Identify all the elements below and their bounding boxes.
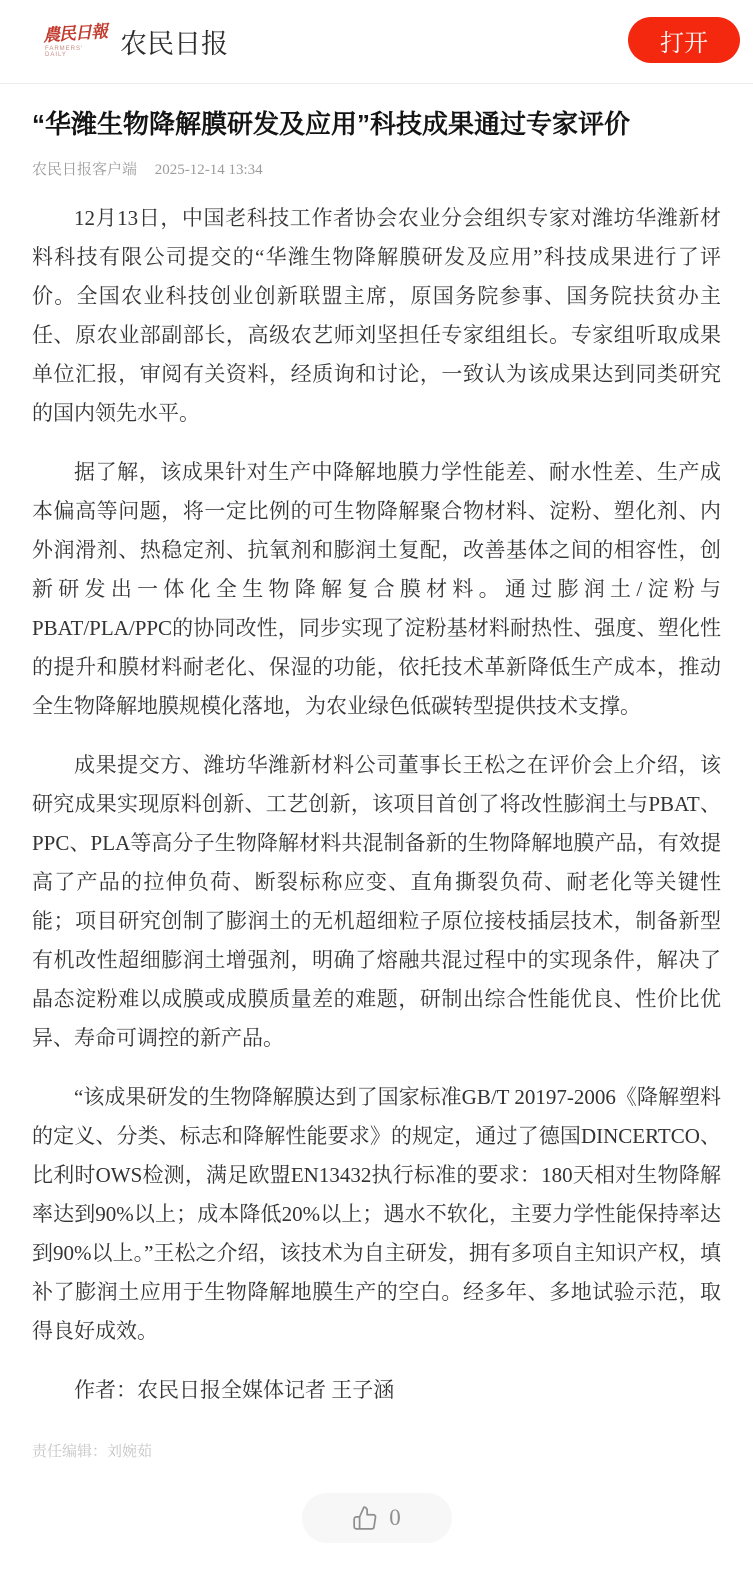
- like-button[interactable]: [302, 1493, 452, 1543]
- like-count: 0: [389, 1504, 401, 1530]
- app-name: 农民日报: [120, 29, 228, 59]
- article-paragraph: 成果提交方、潍坊华潍新材料公司董事长王松之在评价会上介绍，该研究成果实现原料创新、工艺创新，该项目首创了将改性膨润土与PBAT、PPC、PLA等高分子生物降解材料共混制备新的生物降解地膜产品，有效提高了产品的拉伸负荷、断裂标称应变、直角撕裂负荷、耐老化等关键性能；项目研究创制了膨润土的无机超细粒子原位接枝插层技术，制备新型有机改性超细膨润土增强剂，明确了熔融共混过程中的实现条件，解决了晶态淀粉难以成膜或成膜质量差的难题，研制出综合性能优良、性价比优异、寿命可调控的新产品。: [32, 752, 721, 1050]
- app-banner: [0, 0, 753, 84]
- article-source: 农民日报客户端: [32, 161, 138, 178]
- farmers-daily-logo: [42, 21, 108, 58]
- editor-credit: 责任编辑：刘婉茹: [32, 1443, 153, 1460]
- thumbs-up-icon: [352, 1505, 378, 1531]
- article-paragraph: 据了解，该成果针对生产中降解地膜力学性能差、耐水性差、生产成本偏高等问题，将一定比例的可生物降解聚合物材料、淀粉、塑化剂、内外润滑剂、热稳定剂、抗氧剂和膨润土复配，改善基体之间的相容性，创新研发出一体化全生物降解复合膜材料。通过膨润土/淀粉与PBAT/PLA/PPC的协同改性，同步实现了淀粉基材料耐热性、强度、塑化性的提升和膜材料耐老化、保湿的功能，依托技术革新降低生产成本，推动全生物降解地膜规模化落地，为农业绿色低碳转型提供技术支撑。: [32, 459, 721, 718]
- article-title: “华潍生物降解膜研发及应用”科技成果通过专家评价: [32, 109, 631, 139]
- author-line: 作者：农民日报全媒体记者 王子涵: [74, 1377, 395, 1402]
- byline: [32, 158, 721, 179]
- article-paragraph: 12月13日，中国老科技工作者协会农业分会组织专家对潍坊华潍新材料科技有限公司提交的“华潍生物降解膜研发及应用”科技成果进行了评价。全国农业科技创业创新联盟主席，原国务院参事、国务院扶贫办主任、原农业部副部长，高级农艺师刘坚担任专家组组长。专家组听取成果单位汇报，审阅有关资料，经质询和讨论，一致认为该成果达到同类研究的国内领先水平。: [32, 205, 721, 425]
- logo-calligraphy-text: 農民日報: [42, 21, 108, 46]
- article-timestamp: 2025-12-14 13:34: [154, 161, 263, 178]
- article-paragraph: “该成果研发的生物降解膜达到了国家标准GB/T 20197-2006《降解塑料的定义、分类、标志和降解性能要求》的规定，通过了德国DINCERTCO、比利时OWS检测，满足欧盟EN13432执行标准的要求：180天相对生物降解率达到90%以上；成本降低20%以上；遇水不软化，主要力学性能保持率达到90%以上。”王松之介绍，该技术为自主研发，拥有多项自主知识产权，填补了膨润土应用于生物降解地膜生产的空白。经多年、多地试验示范，取得良好成效。: [32, 1084, 721, 1343]
- article-content: [0, 106, 753, 1543]
- like-button-row: [32, 1493, 721, 1543]
- logo-subtitle-text: FARMERS' DAILY: [45, 46, 84, 58]
- open-in-app-button[interactable]: 打开: [628, 17, 740, 63]
